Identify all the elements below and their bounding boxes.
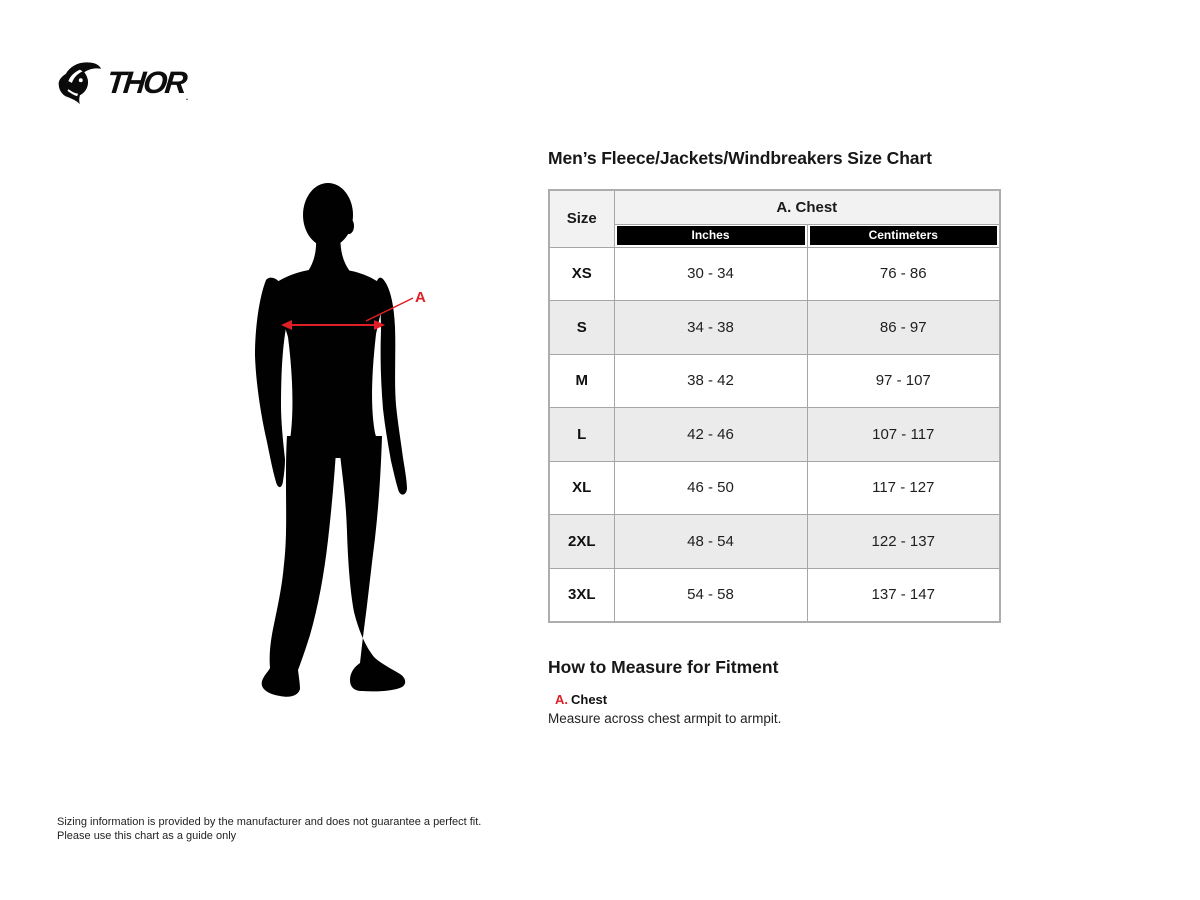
sizing-disclaimer: [57, 816, 481, 843]
table-row: [549, 408, 1000, 462]
centimeters-cell: 117 - 127: [807, 461, 1000, 515]
inches-cell: 54 - 58: [614, 568, 807, 622]
size-column-header: Size: [549, 190, 614, 247]
inches-cell: 42 - 46: [614, 408, 807, 462]
inches-cell: 38 - 42: [614, 354, 807, 408]
inches-cell: 46 - 50: [614, 461, 807, 515]
table-row: [549, 568, 1000, 622]
thor-trademark-dot: .: [185, 93, 189, 102]
size-table: [548, 189, 1001, 623]
centimeters-cell: 122 - 137: [807, 515, 1000, 569]
size-cell: XL: [549, 461, 614, 515]
table-row: [549, 247, 1000, 301]
centimeters-cell: 97 - 107: [807, 354, 1000, 408]
unit-header-row: [549, 224, 1000, 247]
size-chart-title: Men’s Fleece/Jackets/Windbreakers Size Chart: [548, 148, 932, 168]
centimeters-cell: 107 - 117: [807, 408, 1000, 462]
measure-item-chest: [548, 692, 781, 726]
chest-measurement-label: A: [415, 289, 426, 306]
body-silhouette-figure: [240, 170, 460, 720]
size-cell: S: [549, 301, 614, 355]
inches-cell: 30 - 34: [614, 247, 807, 301]
inches-unit-header: Inches: [617, 226, 805, 245]
centimeters-cell: 76 - 86: [807, 247, 1000, 301]
table-row: [549, 354, 1000, 408]
chest-column-header: A. Chest: [614, 190, 1000, 224]
thor-logo: [56, 58, 188, 106]
male-silhouette: [255, 183, 407, 697]
table-row: [549, 515, 1000, 569]
size-cell: L: [549, 408, 614, 462]
how-to-measure-heading: How to Measure for Fitment: [548, 657, 779, 677]
disclaimer-line-1: Sizing information is provided by the manufacturer and does not guarantee a perfect fit.: [57, 816, 482, 828]
size-cell: XS: [549, 247, 614, 301]
size-cell: M: [549, 354, 614, 408]
inches-cell: 48 - 54: [614, 515, 807, 569]
centimeters-cell: 86 - 97: [807, 301, 1000, 355]
centimeters-unit-header: Centimeters: [810, 226, 998, 245]
disclaimer-line-2: Please use this chart as a guide only: [57, 829, 237, 842]
measure-name: Chest: [571, 692, 608, 707]
table-row: [549, 301, 1000, 355]
measure-letter: A.: [555, 692, 568, 707]
thor-ram-icon: [56, 58, 102, 106]
table-header-row: [549, 190, 1000, 224]
size-cell: 2XL: [549, 515, 614, 569]
size-cell: 3XL: [549, 568, 614, 622]
measure-item-label: [555, 692, 781, 707]
measure-description: Measure across chest armpit to armpit.: [548, 711, 782, 726]
inches-cell: 34 - 38: [614, 301, 807, 355]
thor-wordmark: THOR: [105, 64, 187, 100]
table-row: [549, 461, 1000, 515]
centimeters-cell: 137 - 147: [807, 568, 1000, 622]
